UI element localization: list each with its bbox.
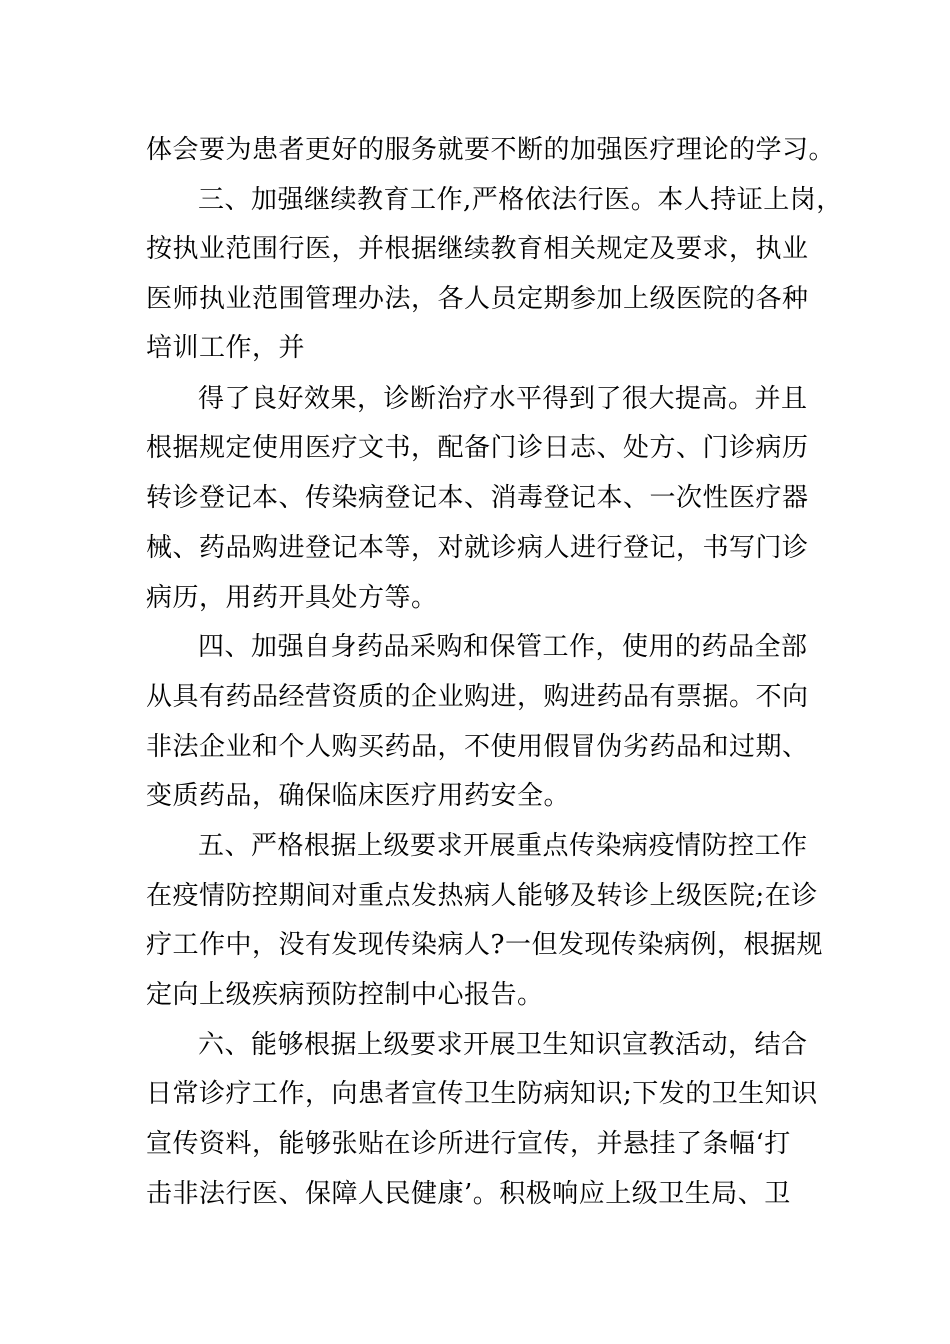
- text-line: 从具有药品经营资质的企业购进，购进药品有票据。不向: [146, 682, 809, 712]
- text-line: 六、能够根据上级要求开展卫生知识宣教活动，结合: [198, 1030, 808, 1060]
- text-line: 五、严格根据上级要求开展重点传染病疫情防控工作: [198, 831, 808, 861]
- text-line: 疗工作中，没有发现传染病人?一但发现传染病例，根据规: [146, 930, 823, 960]
- text-line: 根据规定使用医疗文书，配备门诊日志、处方、门诊病历: [146, 433, 809, 463]
- text-line: 体会要为患者更好的服务就要不断的加强医疗理论的学习。: [146, 135, 836, 165]
- text-line: 在疫情防控期间对重点发热病人能够及转诊上级医院;在诊: [146, 881, 818, 911]
- text-line: 病历，用药开具处方等。: [146, 583, 438, 613]
- text-line: 按执业范围行医，并根据继续教育相关规定及要求，执业: [146, 234, 809, 264]
- text-line: 宣传资料，能够张贴在诊所进行宣传，并悬挂了条幅‘打: [146, 1129, 791, 1159]
- text-line: 得了良好效果，诊断治疗水平得到了很大提高。并且: [198, 384, 808, 414]
- text-line: 医师执业范围管理办法，各人员定期参加上级医院的各种: [146, 284, 809, 314]
- text-line: 击非法行医、保障人民健康’。积极响应上级卫生局、卫: [146, 1179, 791, 1209]
- text-line: 四、加强自身药品采购和保管工作，使用的药品全部: [198, 632, 808, 662]
- text-line: 转诊登记本、传染病登记本、消毒登记本、一次性医疗器: [146, 483, 809, 513]
- text-line: 械、药品购进登记本等，对就诊病人进行登记，书写门诊: [146, 533, 809, 563]
- text-line: 非法企业和个人购买药品，不使用假冒伪劣药品和过期、: [146, 732, 809, 762]
- text-line: 三、加强继续教育工作,严格依法行医。本人持证上岗，: [198, 185, 843, 215]
- text-line: 培训工作，并: [146, 333, 306, 363]
- text-line: 变质药品，确保临床医疗用药安全。: [146, 781, 571, 811]
- text-line: 日常诊疗工作，向患者宣传卫生防病知识;下发的卫生知识: [146, 1079, 818, 1109]
- text-line: 定向上级疾病预防控制中心报告。: [146, 980, 544, 1010]
